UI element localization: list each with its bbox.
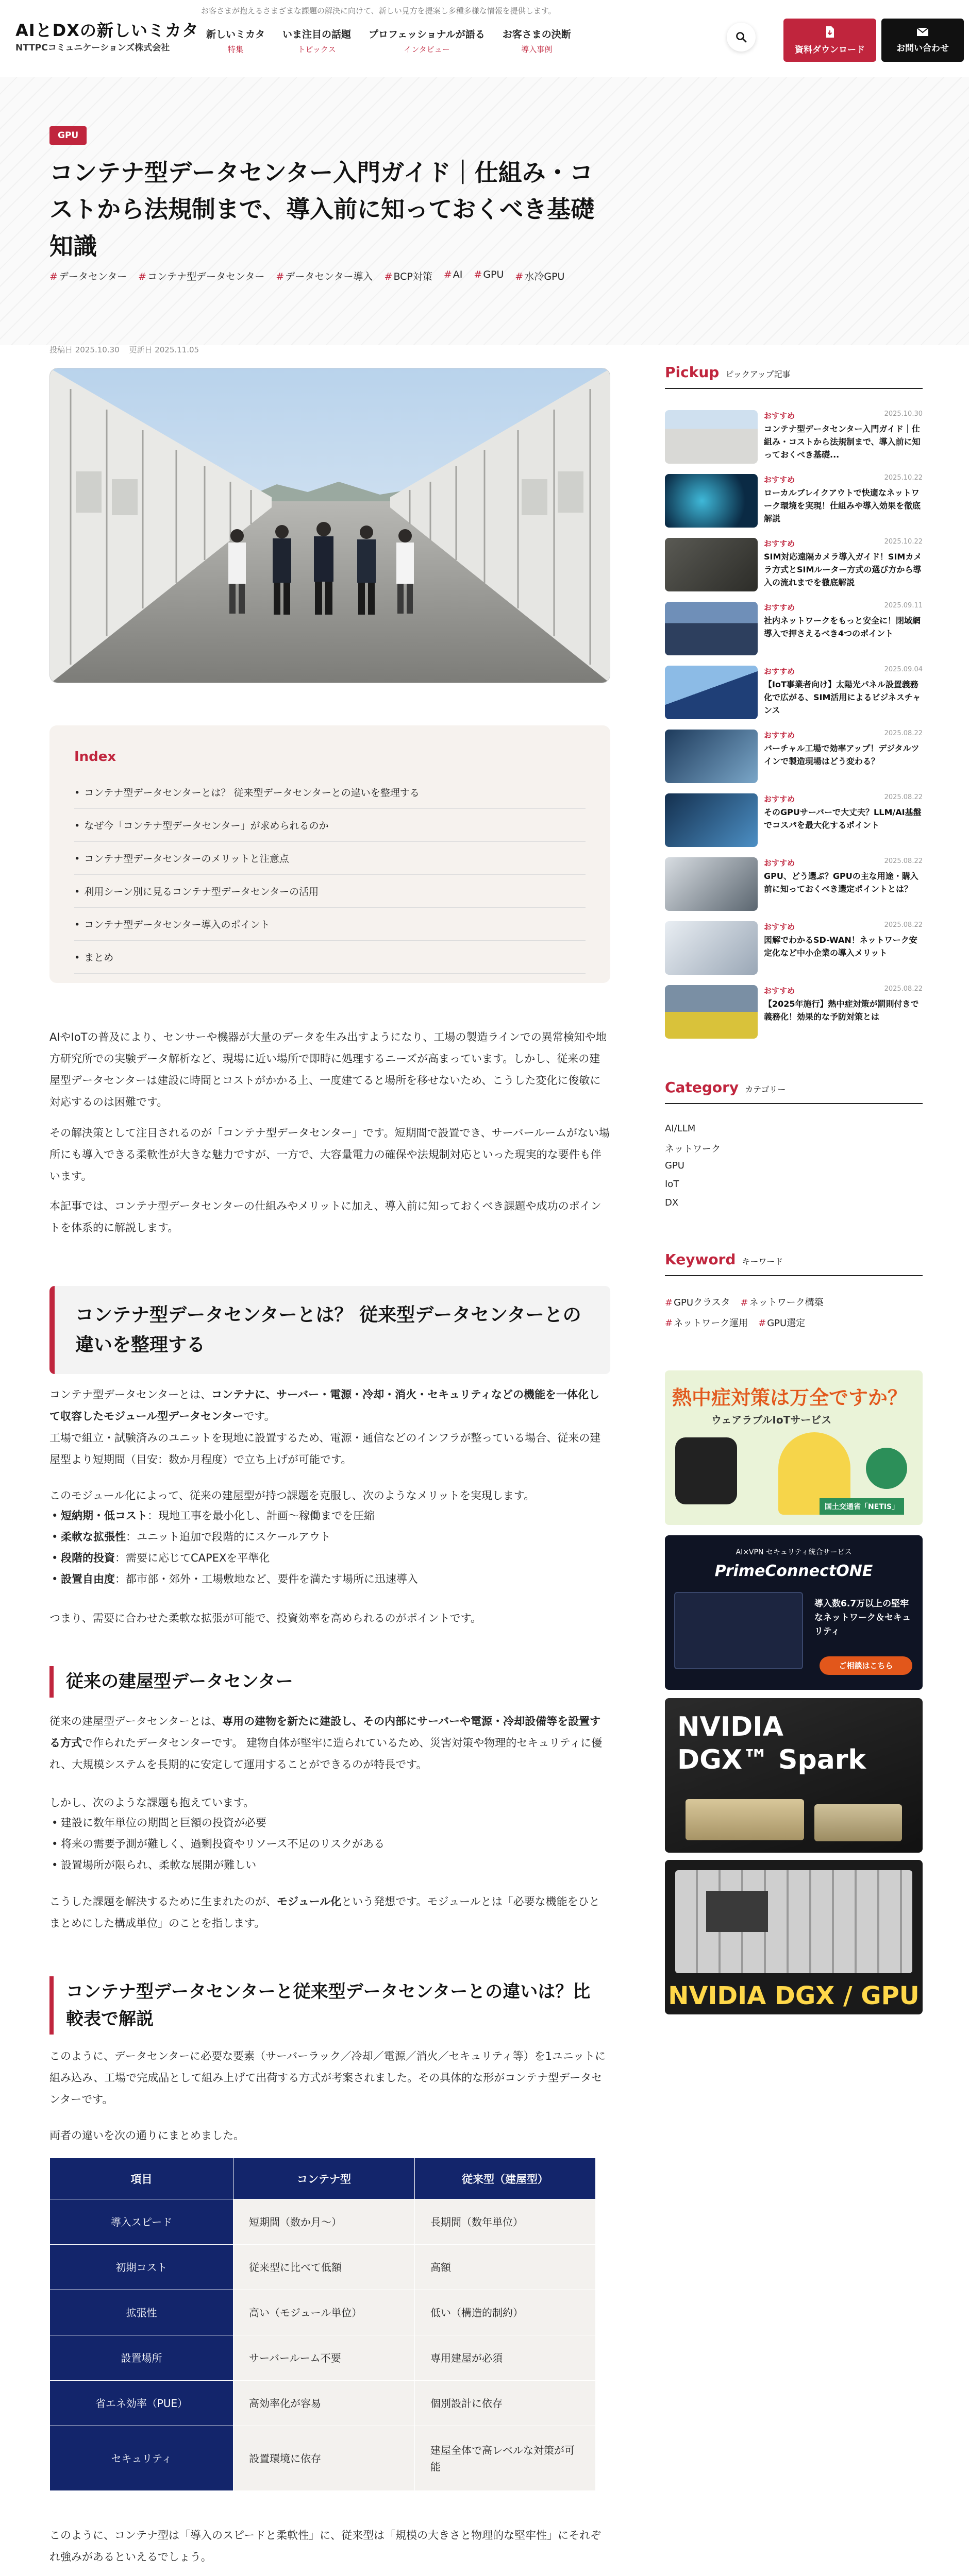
article-thumbnail bbox=[665, 985, 758, 1039]
pickup-title: GPU、どう選ぶ？GPUの主な用途・購入前に知っておくべき選定ポイントとは？ bbox=[764, 871, 918, 894]
list-item: • 段階的投資：需要に応じてCAPEXを平準化 bbox=[49, 1548, 610, 1569]
heatstroke-banner[interactable]: 熱中症対策は万全ですか？ ウェアラブルIoTサービス 国土交通省「NETIS」 bbox=[665, 1370, 923, 1525]
row-label: 設置場所 bbox=[50, 2335, 233, 2381]
article-thumbnail bbox=[665, 921, 758, 975]
table-row bbox=[50, 2199, 596, 2245]
merit-list bbox=[49, 1505, 610, 1590]
pickup-article[interactable]: おすすめ 2025.08.22 GPU、どう選ぶ？GPUの主な用途・購入前に知っておくべき選定ポイントとは？ bbox=[665, 857, 923, 921]
issue-lead: しかし、次のような課題も抱えています。 bbox=[49, 1797, 255, 1809]
dgx-gpu-banner[interactable]: NVIDIA DGX / GPU bbox=[665, 1860, 923, 2014]
search-icon bbox=[736, 31, 747, 43]
row-label: 拡張性 bbox=[50, 2290, 233, 2335]
pickup-title: コンテナ型データセンター入門ガイド｜仕組み・コストから法規制まで、導入前に知っておくべき基礎... bbox=[764, 424, 921, 460]
nav-sublabel: インタビュー bbox=[404, 45, 450, 54]
table-lead: 両者の違いを次の通りにまとめました。 bbox=[49, 2129, 244, 2142]
category-link[interactable]: AI/LLM bbox=[665, 1123, 696, 1134]
table-header: 従来型（建屋型） bbox=[415, 2158, 596, 2199]
nav-item-topics[interactable] bbox=[282, 27, 351, 55]
list-item: • 柔軟な拡張性：ユニット追加で段階的にスケールアウト bbox=[49, 1527, 610, 1548]
pickup-article[interactable]: おすすめ 2025.08.22 バーチャル工場で効率アップ！デジタルツインで製造現場はどう変わる？ bbox=[665, 730, 923, 793]
index-link[interactable]: • コンテナ型データセンターとは？ 従来型データセンターとの違いを整理する bbox=[74, 776, 586, 809]
company-name: NTTPCコミュニケーションズ株式会社 bbox=[15, 43, 170, 53]
document-download-icon bbox=[825, 26, 835, 38]
table-row bbox=[50, 2290, 596, 2335]
hero-image bbox=[49, 368, 610, 683]
nav-sublabel: 導入事例 bbox=[521, 45, 553, 54]
nav-label: いま注目の話題 bbox=[282, 29, 352, 40]
contact-label: お問い合わせ bbox=[896, 43, 949, 54]
nav-item-interview[interactable] bbox=[369, 27, 485, 55]
tag-link[interactable]: # データセンター bbox=[49, 271, 127, 282]
table-cell: 従来型に比べて低額 bbox=[233, 2245, 415, 2290]
article-thumbnail bbox=[665, 857, 758, 911]
table-cell: 低い（構造的制約） bbox=[415, 2290, 596, 2335]
subsection-heading: コンテナ型データセンターと従来型データセンターとの違いは？比較表で解説 bbox=[49, 1976, 610, 2035]
tag-link[interactable]: # データセンター導入 bbox=[276, 271, 373, 282]
pickup-title: SIM対応遠隔カメラ導入ガイド！SIMカメラ方式とSIMルーター方式の選び方から導入の流れまでを徹底解説 bbox=[764, 552, 922, 587]
posted-date: 投稿日 2025.10.30 bbox=[49, 345, 120, 354]
merit-conclusion: つまり、需要に合わせた柔軟な拡張が可能で、投資効率を高められるのがポイントです。 bbox=[49, 1612, 481, 1624]
traditional-paragraph: 従来の建屋型データセンターとは、専用の建物を新たに建設し、その内部にサーバーや電源・冷却設備等を設置する方式で作られたデータセンターです。 建物自体が堅牢に造られているため、災害対策や物理的セキュリティに優れ、大規模システムを長期的に安定して運用することができるのが特長です。 bbox=[49, 1715, 603, 1771]
tag-link[interactable]: # コンテナ型データセンター bbox=[138, 271, 265, 282]
pickup-article[interactable]: おすすめ 2025.08.22 【2025年施行】熱中症対策が罰則付きで義務化！効果的な予防対策とは bbox=[665, 985, 923, 1049]
issue-list bbox=[49, 1812, 610, 1876]
updated-date: 更新日 2025.11.05 bbox=[129, 345, 199, 354]
nav-sublabel: 特集 bbox=[228, 45, 244, 54]
pickup-article[interactable]: おすすめ 2025.10.22 SIM対応遠隔カメラ導入ガイド！SIMカメラ方式とSIMルーター方式の選び方から導入の流れまでを徹底解説 bbox=[665, 538, 923, 602]
table-cell: 長期間（数年単位） bbox=[415, 2199, 596, 2245]
table-of-contents bbox=[49, 725, 610, 983]
table-cell: サーバールーム不要 bbox=[233, 2335, 415, 2381]
article-thumbnail bbox=[665, 793, 758, 847]
table-cell: 高額 bbox=[415, 2245, 596, 2290]
pickup-heading: Pickup ピックアップ記事 bbox=[665, 364, 923, 389]
table-header: 項目 bbox=[50, 2158, 233, 2199]
keyword-link[interactable]: # GPUクラスタ bbox=[665, 1297, 730, 1308]
nav-label: プロフェッショナルが語る bbox=[369, 29, 485, 40]
category-list bbox=[665, 1123, 923, 1216]
pickup-title: 図解でわかるSD-WAN！ネットワーク安定化など中小企業の導入メリット bbox=[764, 935, 917, 958]
table-row bbox=[50, 2335, 596, 2381]
subsection-heading: 従来の建屋型データセンター bbox=[49, 1666, 610, 1698]
modularization-paragraph: こうした課題を解決するために生まれたのが、モジュール化という発想です。モジュールとは「必要な機能をひとまとめにした構成単位」のことを指します。 bbox=[49, 1895, 600, 1929]
definition-paragraph: コンテナ型データセンターとは、コンテナに、サーバー・電源・冷却・消火・セキュリティなどの機能を一体化して収容したモジュール型データセンターです。 工場で組立・試験済みのユニットを現地に設置するため、電源・通信などのインフラが整っている場合、従来の建屋型より短期間（目安：数か月程度）で立ち上げが可能です。 bbox=[49, 1388, 601, 1466]
row-label: 省エネ効率（PUE） bbox=[50, 2381, 233, 2426]
keyword-link[interactable]: # ネットワーク構築 bbox=[740, 1297, 824, 1308]
category-heading: Category カテゴリー bbox=[665, 1079, 923, 1104]
list-item: • 設置自由度：都市部・郊外・工場敷地など、要件を満たす場所に迅速導入 bbox=[49, 1569, 610, 1590]
header-tagline: お客さまが抱えるさまざまな課題の解決に向けて、新しい見方を提案し多種多様な情報を提供します。 bbox=[201, 6, 556, 15]
article-thumbnail bbox=[665, 410, 758, 464]
pickup-article[interactable]: おすすめ 2025.10.22 ローカルブレイクアウトで快適なネットワーク環境を実現！仕組みや導入効果を徹底解説 bbox=[665, 474, 923, 538]
comparison-summary: このように、コンテナ型は「導入のスピードと柔軟性」に、従来型は「規模の大きさと物理的な堅牢性」にそれぞれ強みがあるといえるでしょう。 bbox=[49, 2529, 602, 2563]
tag-link[interactable]: # GPU bbox=[474, 269, 504, 280]
table-cell: 短期間（数か月〜） bbox=[233, 2199, 415, 2245]
download-label: 資料ダウンロード bbox=[795, 44, 865, 55]
pickup-title: そのGPUサーバーで大丈夫？LLM/AI基盤でコスパを最大化するポイント bbox=[764, 807, 922, 830]
category-link[interactable]: IoT bbox=[665, 1179, 679, 1190]
article-thumbnail bbox=[665, 474, 758, 528]
list-item: • 短納期・低コスト：現地工事を最小化し、計画〜稼働までを圧縮 bbox=[49, 1505, 610, 1527]
post-dates bbox=[49, 344, 206, 355]
primeconnect-banner[interactable]: AI×VPN セキュリティ統合サービス PrimeConnectONE 導入数6.7万以上の堅牢なネットワーク＆セキュリティ ご相談はこちら bbox=[665, 1535, 923, 1690]
keyword-list bbox=[665, 1295, 923, 1336]
pickup-title: 社内ネットワークをもっと安全に！閉域網導入で押さえるべき4つのポイント bbox=[764, 616, 921, 638]
nav-sublabel: トピックス bbox=[297, 45, 336, 54]
nav-label: お客さまの決断 bbox=[502, 29, 571, 40]
merit-lead: このモジュール化によって、従来の建屋型が持つ課題を克服し、次のようなメリットを実現します。 bbox=[49, 1489, 535, 1502]
global-nav bbox=[206, 27, 589, 55]
table-header: コンテナ型 bbox=[233, 2158, 415, 2199]
index-link[interactable]: • まとめ bbox=[74, 941, 586, 974]
row-label: 導入スピード bbox=[50, 2199, 233, 2245]
category-link[interactable]: GPU bbox=[665, 1160, 684, 1171]
table-cell: 高い（モジュール単位） bbox=[233, 2290, 415, 2335]
download-button[interactable] bbox=[783, 19, 876, 62]
category-badge[interactable]: GPU bbox=[49, 126, 87, 145]
nav-item-cases[interactable] bbox=[503, 27, 571, 55]
row-label: セキュリティ bbox=[50, 2426, 233, 2491]
table-cell: 設置環境に依存 bbox=[233, 2426, 415, 2491]
pickup-title: 【IoT事業者向け】太陽光パネル設置義務化で広がる、SIM活用によるビジネスチャンス bbox=[764, 680, 921, 715]
table-row bbox=[50, 2245, 596, 2290]
pickup-title: 【2025年施行】熱中症対策が罰則付きで義務化！効果的な予防対策とは bbox=[764, 999, 919, 1022]
article-thumbnail bbox=[665, 602, 758, 655]
table-cell: 専用建屋が必須 bbox=[415, 2335, 596, 2381]
pickup-article[interactable]: おすすめ 2025.08.22 図解でわかるSD-WAN！ネットワーク安定化など中小企業の導入メリット bbox=[665, 921, 923, 985]
section-heading: コンテナ型データセンターとは？ 従来型データセンターとの違いを整理する bbox=[49, 1286, 610, 1374]
site-header bbox=[0, 0, 969, 77]
list-item: • 設置場所が限られ、柔軟な展開が難しい bbox=[49, 1855, 610, 1876]
index-link[interactable]: • コンテナ型データセンターのメリットと注意点 bbox=[74, 842, 586, 875]
pickup-article[interactable]: おすすめ 2025.08.22 そのGPUサーバーで大丈夫？LLM/AI基盤でコスパを最大化するポイント bbox=[665, 793, 923, 857]
list-item: • 建設に数年単位の期間と巨額の投資が必要 bbox=[49, 1812, 610, 1834]
category-link[interactable]: DX bbox=[665, 1197, 679, 1208]
article-thumbnail bbox=[665, 666, 758, 719]
table-row bbox=[50, 2381, 596, 2426]
tag-link[interactable]: # 水冷GPU bbox=[515, 271, 565, 282]
table-cell: 建屋全体で高レベルな対策が可能 bbox=[415, 2426, 596, 2491]
comparison-table bbox=[49, 2158, 596, 2491]
pickup-article[interactable]: おすすめ 2025.10.30 コンテナ型データセンター入門ガイド｜仕組み・コストから法規制まで、導入前に知っておくべき基礎... bbox=[665, 410, 923, 474]
table-cell: 個別設計に依存 bbox=[415, 2381, 596, 2426]
pickup-article[interactable]: おすすめ 2025.09.04 【IoT事業者向け】太陽光パネル設置義務化で広がる、SIM活用によるビジネスチャンス bbox=[665, 666, 923, 730]
tag-link[interactable]: # BCP対策 bbox=[384, 271, 432, 282]
nav-label: 新しいミカタ bbox=[206, 29, 265, 40]
page-title: コンテナ型データセンター入門ガイド｜仕組み・コストから法規制まで、導入前に知っておくべき基礎知識 bbox=[49, 159, 595, 260]
category-link[interactable]: ネットワーク bbox=[665, 1144, 721, 1155]
pickup-list bbox=[665, 410, 923, 1049]
article-thumbnail bbox=[665, 730, 758, 783]
index-title: Index bbox=[74, 749, 116, 765]
table-header-row bbox=[50, 2158, 596, 2199]
row-label: 初期コスト bbox=[50, 2245, 233, 2290]
compare-intro: このように、データセンターに必要な要素（サーバーラック／冷却／電源／消火／セキュリティ等）を1ユニットに組み込み、工場で完成品として組み上げて出荷する方式が考案されました。その具体的な形がコンテナ型データセンターです。 bbox=[49, 2050, 606, 2106]
keyword-heading: Keyword キーワード bbox=[665, 1251, 923, 1276]
index-link[interactable]: • なぜ今「コンテナ型データセンター」が求められるのか bbox=[74, 809, 586, 842]
index-link[interactable]: • コンテナ型データセンター導入のポイント bbox=[74, 908, 586, 941]
keyword-link[interactable]: # GPU選定 bbox=[758, 1318, 806, 1329]
table-cell: 高効率化が容易 bbox=[233, 2381, 415, 2426]
pickup-article[interactable]: おすすめ 2025.09.11 社内ネットワークをもっと安全に！閉域網導入で押さえるべき4つのポイント bbox=[665, 602, 923, 666]
pickup-title: バーチャル工場で効率アップ！デジタルツインで製造現場はどう変わる？ bbox=[764, 743, 920, 766]
dgx-spark-banner[interactable]: NVIDIA DGX™ Spark bbox=[665, 1698, 923, 1853]
nav-item-feature[interactable] bbox=[206, 27, 265, 55]
mail-icon bbox=[916, 27, 929, 37]
intro-paragraph: その解決策として注目されるのが「コンテナ型データセンター」です。短期間で設置でき、サーバールームがない場所にも導入できる柔軟性が大きな魅力ですが、一方で、大容量電力の確保や法規制対応といった現実的な要件も伴います。 bbox=[49, 1127, 610, 1182]
intro-paragraph: 本記事では、コンテナ型データセンターの仕組みやメリットに加え、導入前に知っておくべき課題や成功のポイントを体系的に解説します。 bbox=[49, 1200, 602, 1234]
tag-list bbox=[49, 269, 616, 283]
list-item: • 将来の需要予測が難しく、過剰投資やリソース不足のリスクがある bbox=[49, 1834, 610, 1855]
intro-paragraph: AIやIoTの普及により、センサーや機器が大量のデータを生み出すようになり、工場の製造ラインでの異常検知や地方研究所での実験データ解析など、現場に近い場所で即時に処理するニーズが高まっています。しかし、従来の建屋型データセンターは建設に時間とコストがかかる上、一度建てると場所を移せないため、こうした変化に俊敏に対応するのは困難です。 bbox=[49, 1031, 607, 1108]
table-row bbox=[50, 2426, 596, 2491]
index-link[interactable]: • 利用シーン別に見るコンテナ型データセンターの活用 bbox=[74, 875, 586, 908]
tag-link[interactable]: # AI bbox=[443, 269, 463, 280]
search-button[interactable] bbox=[727, 23, 756, 52]
pickup-title: ローカルブレイクアウトで快適なネットワーク環境を実現！仕組みや導入効果を徹底解説 bbox=[764, 488, 921, 523]
keyword-link[interactable]: # ネットワーク運用 bbox=[665, 1318, 748, 1329]
article-thumbnail bbox=[665, 538, 758, 591]
contact-button[interactable] bbox=[881, 19, 964, 62]
site-logo[interactable]: AIとDXの新しいミカタ bbox=[15, 21, 199, 40]
